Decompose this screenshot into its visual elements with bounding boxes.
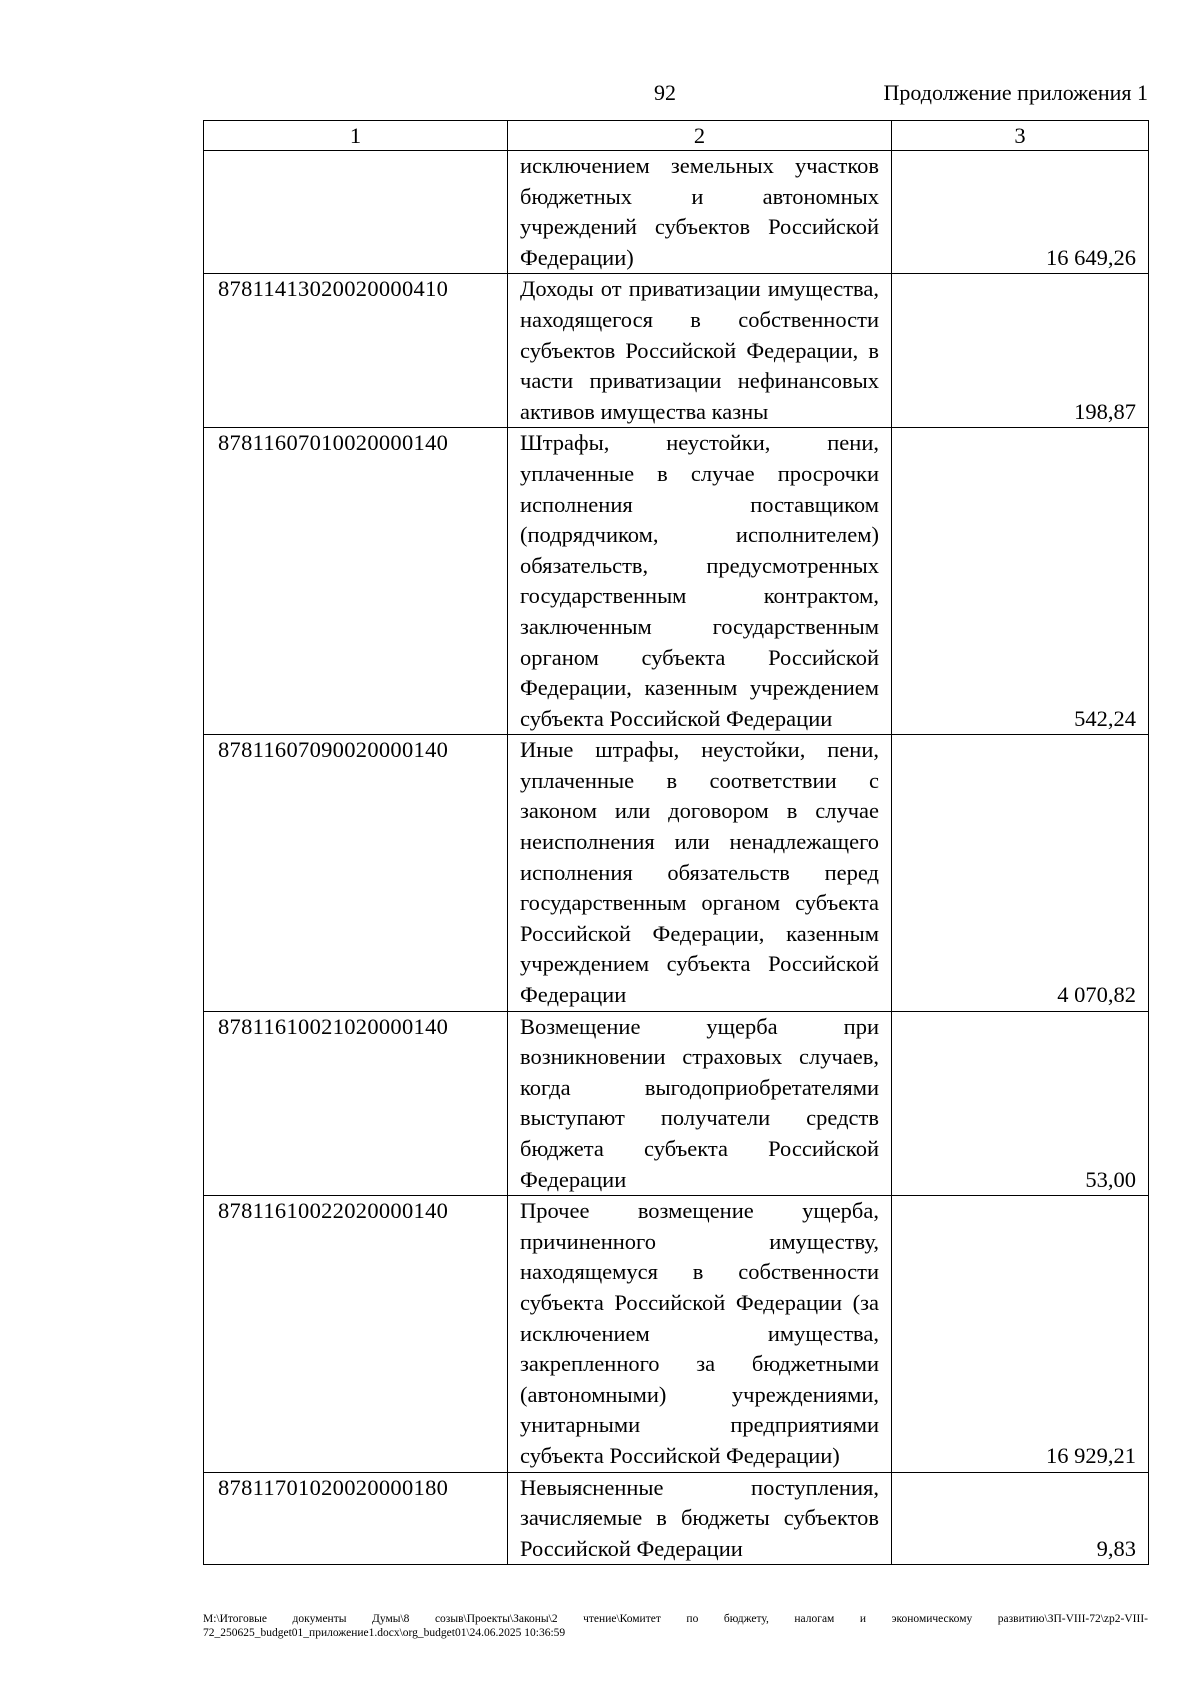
amount-cell: 53,00 xyxy=(892,1011,1149,1196)
description-cell: Доходы от приватизации имущества, находящегося в собственности субъектов Российской Федерации, в части приватизации нефинансовых активов имущества казны xyxy=(508,274,892,428)
amount-cell: 16 649,26 xyxy=(892,151,1149,274)
budget-code-cell: 87811610022020000140 xyxy=(204,1196,508,1472)
description-cell: Возмещение ущерба при возникновении страховых случаев, когда выгодоприобретателями выступают получатели средств бюджета субъекта Российской Федерации xyxy=(508,1011,892,1196)
table-row xyxy=(204,1472,1149,1565)
budget-code-cell: 87811701020020000180 xyxy=(204,1472,508,1565)
description-cell: Невыясненные поступления, зачисляемые в бюджеты субъектов Российской Федерации xyxy=(508,1472,892,1565)
column-header-3: 3 xyxy=(892,121,1149,151)
column-header-2: 2 xyxy=(508,121,892,151)
budget-revenue-table xyxy=(203,120,1149,1565)
budget-code-cell xyxy=(204,151,508,274)
amount-cell: 542,24 xyxy=(892,428,1149,735)
amount-cell: 198,87 xyxy=(892,274,1149,428)
page-number: 92 xyxy=(654,80,676,105)
description-cell: Иные штрафы, неустойки, пени, уплаченные в соответствии с законом или договором в случае неисполнения или ненадлежащего исполнения обязательств перед государственным органом субъекта Российской Федерации, казенным учреждением субъекта Российской Федерации xyxy=(508,735,892,1011)
document-path-footer: M:\Итоговые документы Думы\8 созыв\Проекты\Законы\2 чтение\Комитет по бюджету, налогам и экономическому развитию\ЗП-VIII-72\zp2-VIII-72_250625_budget01_приложение1.docx\org_budget01\24.06.2025 10:36:59 xyxy=(203,1613,1148,1639)
table-row xyxy=(204,274,1149,428)
budget-code-cell: 87811413020020000410 xyxy=(204,274,508,428)
appendix-continuation-label: Продолжение приложения 1 xyxy=(883,80,1148,105)
amount-cell: 16 929,21 xyxy=(892,1196,1149,1472)
amount-cell: 4 070,82 xyxy=(892,735,1149,1011)
description-cell: Штрафы, неустойки, пени, уплаченные в случае просрочки исполнения поставщиком (подрядчиком, исполнителем) обязательств, предусмотренных государственным контрактом, заключенным государственным органом субъекта Российской Федерации, казенным учреждением субъекта Российской Федерации xyxy=(508,428,892,735)
table-row xyxy=(204,428,1149,735)
budget-code-cell: 87811607010020000140 xyxy=(204,428,508,735)
table-row xyxy=(204,151,1149,274)
table-row xyxy=(204,735,1149,1011)
amount-cell: 9,83 xyxy=(892,1472,1149,1565)
table-header-row xyxy=(204,121,1149,151)
budget-code-cell: 87811607090020000140 xyxy=(204,735,508,1011)
column-header-1: 1 xyxy=(204,121,508,151)
description-cell: исключением земельных участков бюджетных и автономных учреждений субъектов Российской Федерации) xyxy=(508,151,892,274)
table-row xyxy=(204,1196,1149,1472)
budget-code-cell: 87811610021020000140 xyxy=(204,1011,508,1196)
table-row xyxy=(204,1011,1149,1196)
description-cell: Прочее возмещение ущерба, причиненного имуществу, находящемуся в собственности субъекта Российской Федерации (за исключением имущества, закрепленного за бюджетными (автономными) учреждениями, унитарными предприятиями субъекта Российской Федерации) xyxy=(508,1196,892,1472)
